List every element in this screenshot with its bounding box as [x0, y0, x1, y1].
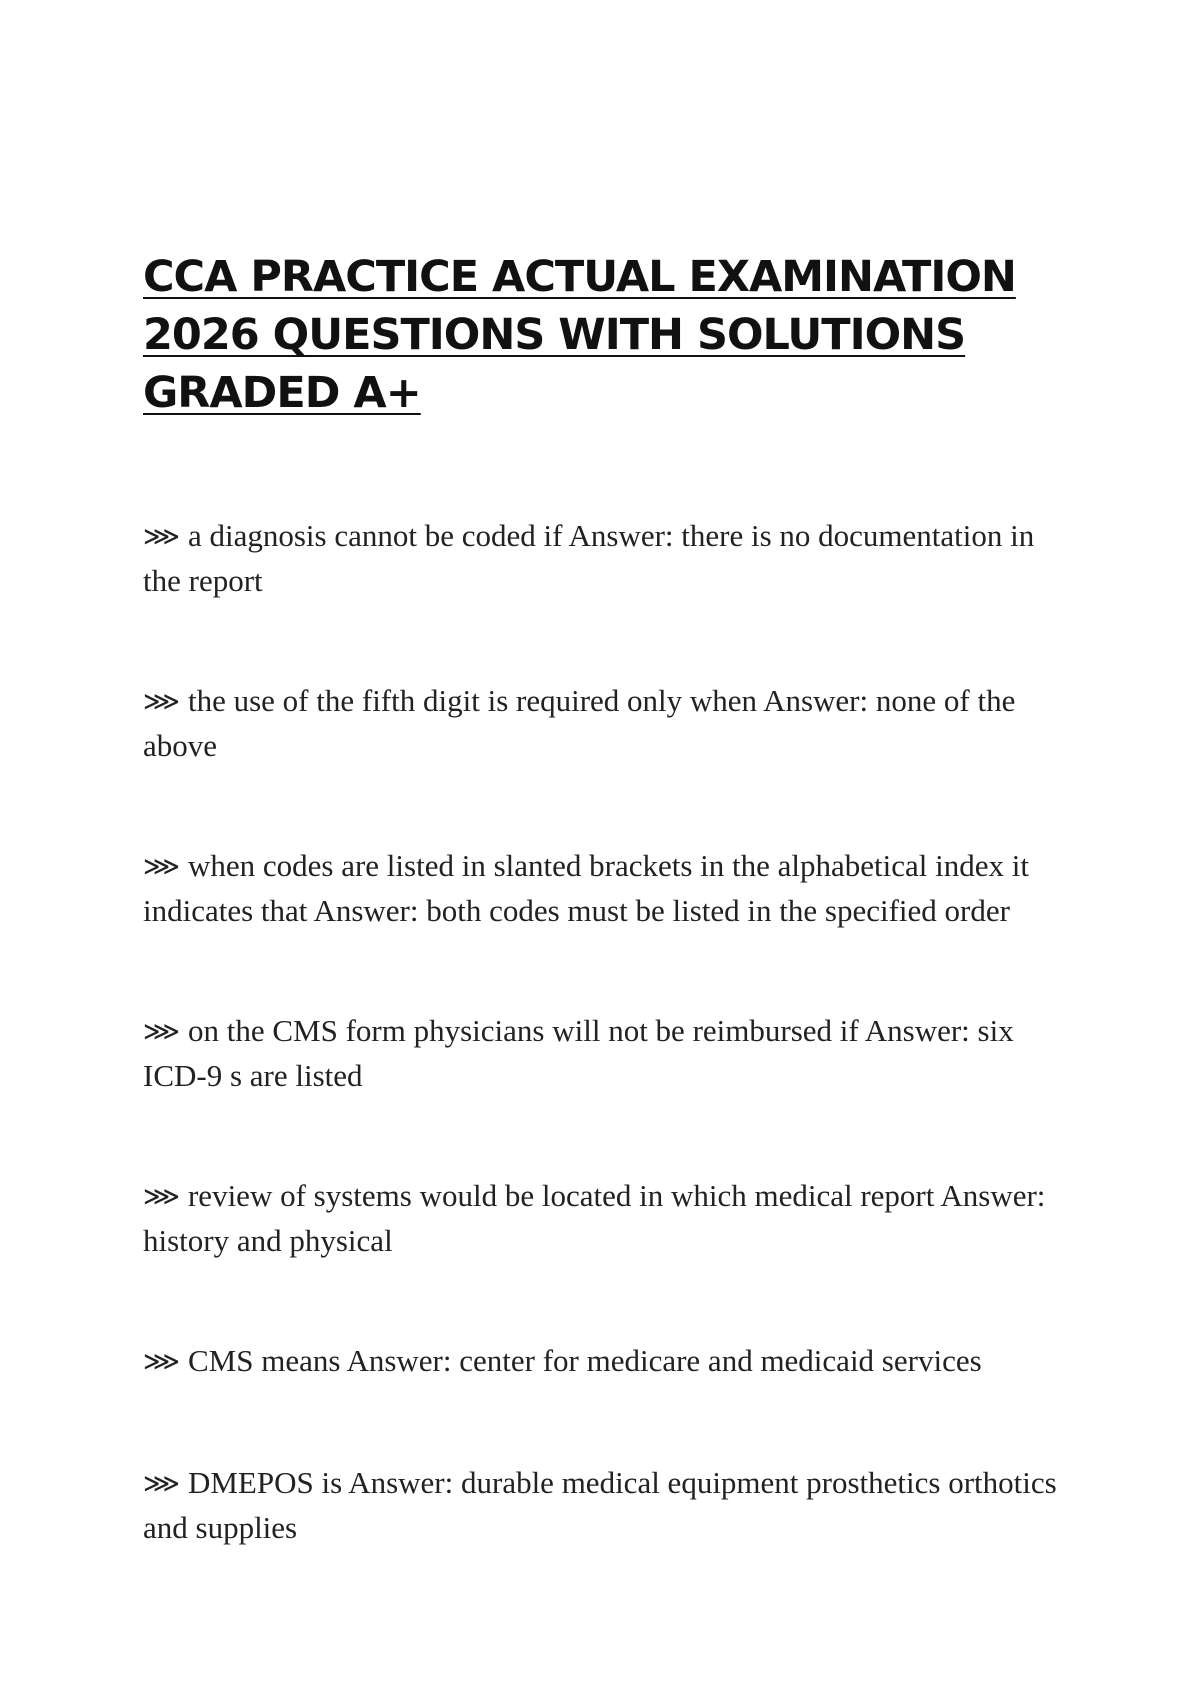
qa-text: DMEPOS is Answer: durable medical equipment prosthetics orthotics and supplies — [143, 1465, 1057, 1545]
qa-item — [143, 1461, 1068, 1549]
qa-item — [143, 679, 1068, 767]
qa-item — [143, 514, 1068, 602]
triple-arrow-bullet-icon: ⋙ — [143, 1017, 180, 1047]
triple-arrow-bullet-icon: ⋙ — [143, 1347, 180, 1377]
qa-item — [143, 1174, 1068, 1262]
triple-arrow-bullet-icon: ⋙ — [143, 1182, 180, 1212]
triple-arrow-bullet-icon: ⋙ — [143, 852, 180, 882]
triple-arrow-bullet-icon: ⋙ — [143, 522, 180, 552]
qa-text: on the CMS form physicians will not be reimbursed if Answer: six ICD-9 s are listed — [143, 1013, 1014, 1093]
title-line-2: 2026 QUESTIONS WITH SOLUTIONS — [143, 310, 966, 360]
qa-item — [143, 1009, 1068, 1097]
triple-arrow-bullet-icon: ⋙ — [143, 687, 180, 717]
qa-text: CMS means Answer: center for medicare and medicaid services — [187, 1343, 982, 1378]
qa-text: a diagnosis cannot be coded if Answer: there is no documentation in the report — [143, 518, 1035, 598]
qa-text: when codes are listed in slanted brackets in the alphabetical index it indicates that Answer: both codes must be listed in the specified order — [143, 848, 1029, 928]
title-line-1: CCA PRACTICE ACTUAL EXAMINATION — [143, 252, 1016, 302]
document-title — [143, 248, 1070, 422]
qa-item — [143, 1339, 1068, 1384]
qa-list — [143, 514, 1070, 1549]
qa-item — [143, 844, 1068, 932]
title-line-3: GRADED A+ — [143, 368, 421, 418]
qa-text: the use of the fifth digit is required only when Answer: none of the above — [143, 683, 1016, 763]
triple-arrow-bullet-icon: ⋙ — [143, 1469, 180, 1499]
qa-text: review of systems would be located in which medical report Answer: history and physical — [143, 1178, 1046, 1258]
